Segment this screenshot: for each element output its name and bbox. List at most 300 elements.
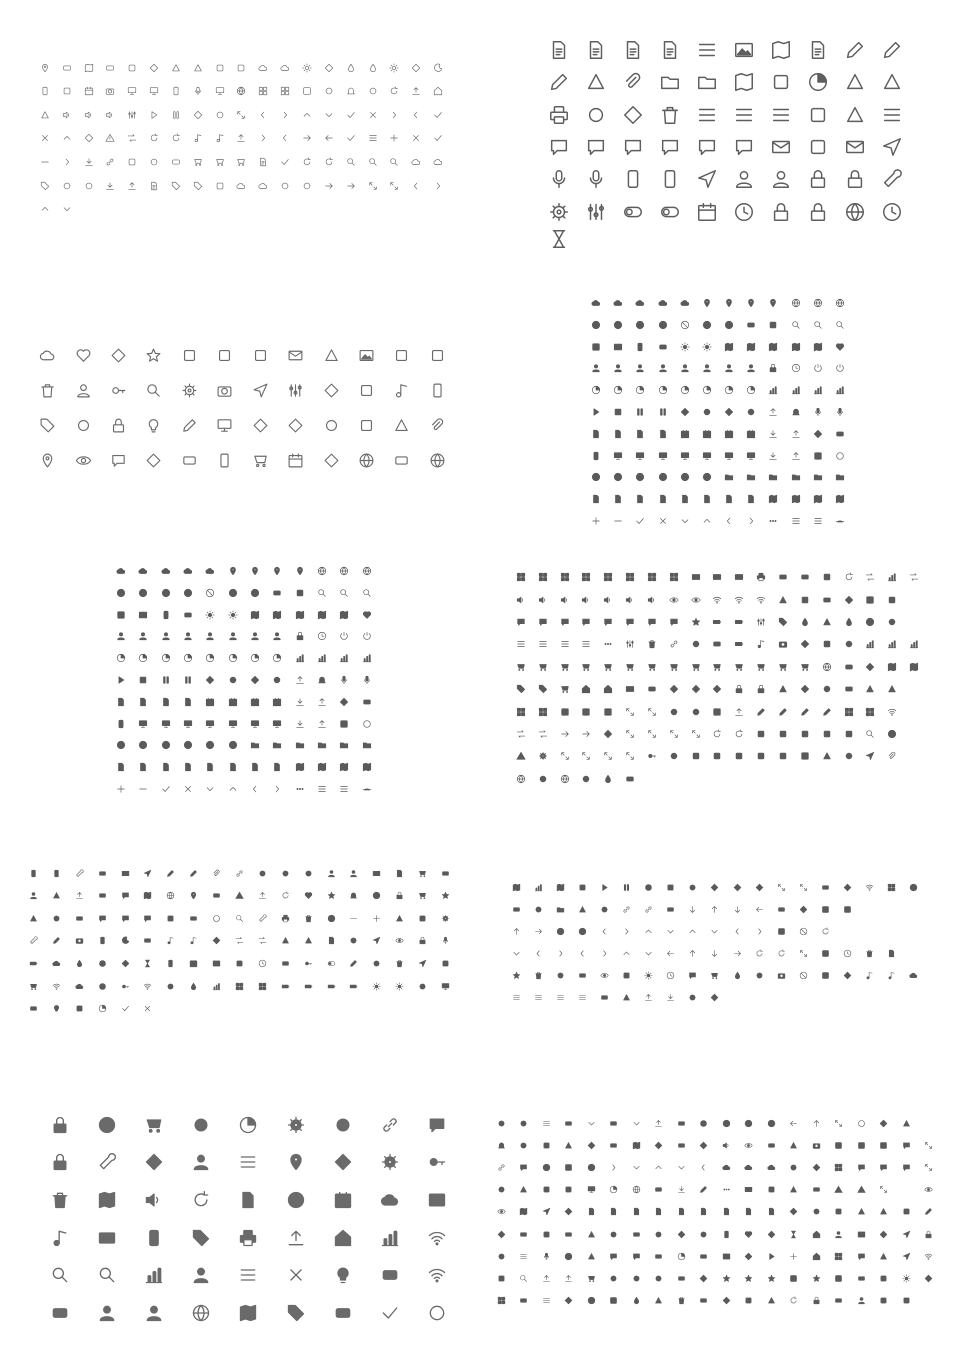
moon-icon [427, 56, 449, 80]
document-icon [585, 488, 607, 510]
user-card-icon [266, 625, 288, 647]
eject-icon [648, 1112, 671, 1134]
documents-icon [614, 34, 651, 66]
calendar-icon [244, 691, 266, 713]
mic-icon [434, 930, 457, 953]
mute-icon [576, 588, 598, 610]
megaphone-icon [420, 373, 455, 408]
upload-circle-icon [571, 920, 593, 942]
mail-icon [728, 566, 750, 588]
grid-icon [510, 700, 532, 722]
windows-icon [838, 588, 860, 610]
card-icon [228, 952, 251, 975]
document-icon [244, 756, 266, 778]
twitch-icon [715, 1290, 738, 1312]
check-square-icon [558, 1156, 581, 1178]
pie-icon [651, 379, 673, 401]
cut-icon [513, 1179, 536, 1201]
battery-icon [297, 975, 320, 998]
link-icon [638, 898, 660, 920]
expand-icon [770, 876, 792, 898]
copy-icon [651, 336, 673, 358]
space-icon [693, 1268, 716, 1290]
plus-icon [585, 510, 607, 532]
play-circle-icon [585, 467, 607, 489]
map-pin-icon [34, 56, 56, 80]
empty-icon [707, 768, 729, 790]
keyboard-icon [641, 745, 663, 767]
document-icon [881, 942, 903, 964]
keyboard-icon [114, 975, 137, 998]
chevron-up-icon [682, 920, 704, 942]
sort-desc-icon [799, 99, 836, 131]
plus-square-icon [554, 700, 576, 722]
star-icon [434, 885, 457, 908]
table-icon [490, 1290, 513, 1312]
forward-icon [297, 862, 320, 885]
sun-icon [696, 336, 718, 358]
cloud-up-icon [629, 292, 651, 314]
pinterest-icon [738, 1245, 761, 1267]
umbrella-icon [738, 1290, 761, 1312]
magnet-icon [365, 952, 388, 975]
bag-icon [641, 656, 663, 678]
map-pin-icon [244, 560, 266, 582]
pie-icon [155, 647, 177, 669]
target-icon [784, 292, 806, 314]
strikethrough-icon [850, 1268, 873, 1290]
refresh-icon [274, 885, 297, 908]
more-icon [289, 778, 311, 800]
search-icon [340, 150, 362, 174]
toggle-icon [651, 196, 688, 228]
truck-icon [384, 443, 419, 478]
user-icon [718, 357, 740, 379]
bulb-icon [136, 408, 171, 443]
chevron-down-icon [625, 1156, 648, 1178]
bottle-icon [231, 56, 253, 80]
eye-icon [593, 964, 615, 986]
columns-icon [828, 1156, 851, 1178]
star-icon [136, 338, 171, 373]
sign-in-icon [792, 898, 814, 920]
inbox-icon [685, 678, 707, 700]
sale-icon [56, 174, 78, 198]
drop-icon [362, 56, 384, 80]
home-icon [805, 1245, 828, 1267]
expand-icon [231, 103, 253, 127]
empty-icon [859, 768, 881, 790]
minus-circle-icon [132, 582, 154, 604]
folder-icon [784, 467, 806, 489]
calculator-icon [34, 103, 56, 127]
chevron-right-icon [549, 942, 571, 964]
bell-icon [311, 669, 333, 691]
minus-circle-icon [558, 1245, 581, 1267]
plane-icon [688, 163, 725, 195]
clock-icon [799, 196, 836, 228]
leaf-icon [648, 1245, 671, 1267]
file-icon [670, 1201, 693, 1223]
book-icon [136, 885, 159, 908]
document-icon [110, 756, 132, 778]
chat-icon [101, 443, 136, 478]
square-icon [814, 964, 836, 986]
person-icon [83, 1294, 130, 1332]
menu-icon [784, 510, 806, 532]
chevron-left-icon [726, 920, 748, 942]
align-left-icon [535, 1112, 558, 1134]
arrow-left-icon [660, 942, 682, 964]
note-icon [159, 930, 182, 953]
pie-icon [603, 1179, 626, 1201]
edit-icon [816, 700, 838, 722]
notepad-icon [177, 691, 199, 713]
arrow-left-icon [318, 127, 340, 151]
sun-icon [388, 975, 411, 998]
crop-icon [663, 700, 685, 722]
paperclip-icon [614, 66, 651, 98]
apple-icon [794, 588, 816, 610]
chart-line-icon [205, 975, 228, 998]
chevron-up-icon [696, 510, 718, 532]
youtube-icon [816, 678, 838, 700]
map-icon [225, 1294, 272, 1332]
inbox-icon [873, 1223, 896, 1245]
image-icon [607, 336, 629, 358]
person-icon [178, 1144, 225, 1182]
check-circle-icon [859, 611, 881, 633]
bank-icon [895, 1112, 918, 1134]
file-icon [625, 1201, 648, 1223]
empty-icon [663, 768, 685, 790]
empty-icon [726, 986, 748, 1008]
chevron-left-icon [252, 103, 274, 127]
map-icon [762, 336, 784, 358]
archive-icon [165, 150, 187, 174]
cubes-icon [535, 1179, 558, 1201]
paperclip-icon [420, 408, 455, 443]
chat-icon [414, 1106, 461, 1144]
beer-icon [580, 1134, 603, 1156]
pencil-icon [772, 700, 794, 722]
notebook-icon [83, 1181, 130, 1219]
check-icon [427, 127, 449, 151]
copyright-icon [490, 1179, 513, 1201]
printer-icon [540, 99, 577, 131]
notepad-icon [651, 423, 673, 445]
chevron-down-icon [638, 942, 660, 964]
mail-open-icon [707, 566, 729, 588]
expand-icon [641, 723, 663, 745]
film-icon [130, 1144, 177, 1182]
upload-icon [405, 80, 427, 104]
presentation-icon [762, 66, 799, 98]
birthday-icon [535, 1134, 558, 1156]
train-icon [648, 1290, 671, 1312]
sliders-icon [619, 633, 641, 655]
cloud-icon [231, 174, 253, 198]
cup-icon [172, 443, 207, 478]
chat-icon [597, 611, 619, 633]
brush-icon [343, 952, 366, 975]
mic-icon [535, 1245, 558, 1267]
share-icon [68, 885, 91, 908]
chart-bar-icon [356, 647, 378, 669]
eye-off-icon [490, 1201, 513, 1223]
battery-icon [343, 975, 366, 998]
chat-icon [625, 1245, 648, 1267]
chevron-left-icon [244, 778, 266, 800]
return-icon [297, 930, 320, 953]
save-icon [682, 986, 704, 1008]
badge-icon [143, 56, 165, 80]
map-pin-icon [30, 443, 65, 478]
compass-icon [836, 196, 873, 228]
notepad-icon [629, 423, 651, 445]
share-icon [251, 885, 274, 908]
empty-icon [903, 611, 925, 633]
pie-icon [718, 379, 740, 401]
cart-icon [510, 656, 532, 678]
pencil-icon [159, 862, 182, 885]
chevron-right-icon [56, 150, 78, 174]
pie-icon [222, 647, 244, 669]
warning-icon [228, 885, 251, 908]
paperclip-icon [205, 862, 228, 885]
notepad-icon [585, 423, 607, 445]
thumbs-up-icon [22, 907, 45, 930]
glass-icon [625, 1223, 648, 1245]
monitor-icon [651, 445, 673, 467]
note-icon [209, 127, 231, 151]
pause-circle-icon [155, 735, 177, 757]
shop-icon [619, 656, 641, 678]
icon-sheet-outline-large [540, 34, 910, 250]
fast-forward-icon [266, 669, 288, 691]
notes-icon [319, 1294, 366, 1332]
empty-icon [748, 986, 770, 1008]
chats-icon [895, 1156, 918, 1178]
expand-icon [828, 1112, 851, 1134]
empty-icon [794, 768, 816, 790]
truck-icon [558, 1112, 581, 1134]
sign-out-icon [829, 423, 851, 445]
expand-icon [792, 942, 814, 964]
note-icon [36, 1219, 83, 1257]
eject-icon [289, 669, 311, 691]
select-icon [707, 745, 729, 767]
ticket-icon [313, 373, 348, 408]
chat-icon [603, 1245, 626, 1267]
tablet-icon [585, 445, 607, 467]
pie-icon [607, 379, 629, 401]
times-square-icon [603, 1290, 626, 1312]
sliders-icon [577, 196, 614, 228]
record-icon [91, 952, 114, 975]
cart-icon [554, 656, 576, 678]
cocktail-icon [535, 1223, 558, 1245]
shuffle-icon [859, 566, 881, 588]
vk-icon [895, 1290, 918, 1312]
target-icon [231, 80, 253, 104]
square-icon [814, 942, 836, 964]
database-icon [349, 373, 384, 408]
upload-icon [311, 691, 333, 713]
vimeo-icon [794, 678, 816, 700]
square-icon [296, 80, 318, 104]
arrow-up-icon [682, 942, 704, 964]
trash-icon [297, 907, 320, 930]
map-pin-icon [289, 560, 311, 582]
pie-icon [110, 647, 132, 669]
menu-icon [571, 986, 593, 1008]
pie-icon [177, 647, 199, 669]
headphones-icon [715, 1223, 738, 1245]
key-icon [297, 952, 320, 975]
calculator-icon [836, 66, 873, 98]
thumbs-down-icon [45, 907, 68, 930]
dollar-icon [648, 1179, 671, 1201]
edit-icon [836, 34, 873, 66]
wrench-icon [873, 163, 910, 195]
wifi-icon [136, 975, 159, 998]
infinity-icon [22, 997, 45, 1020]
hourglass-icon [540, 228, 577, 250]
empty-icon [641, 768, 663, 790]
repeat-icon [770, 942, 792, 964]
arrow-down-icon [704, 942, 726, 964]
close-square-icon [770, 920, 792, 942]
folder-icon [688, 66, 725, 98]
asterisk-icon [760, 1179, 783, 1201]
icon-sheet-filled-arrows [505, 876, 925, 1008]
cocktail-icon [209, 56, 231, 80]
stop-circle-icon [607, 467, 629, 489]
refresh-icon [296, 150, 318, 174]
signal-icon [36, 1294, 83, 1332]
chevron-left-icon [405, 103, 427, 127]
empty-icon [903, 986, 925, 1008]
document-icon [199, 756, 221, 778]
undo-icon [783, 1290, 806, 1312]
chevron-up-icon [616, 942, 638, 964]
clipboard-icon [252, 150, 274, 174]
clipboard-icon [799, 34, 836, 66]
close-icon [34, 127, 56, 151]
cart-icon [411, 862, 434, 885]
drop-icon [340, 56, 362, 80]
phone-icon [159, 952, 182, 975]
document-icon [225, 1181, 272, 1219]
image-icon [725, 34, 762, 66]
chevron-down-icon [704, 920, 726, 942]
notepad-icon [651, 34, 688, 66]
monitor-icon [199, 713, 221, 735]
book-icon [807, 488, 829, 510]
mic-icon [333, 669, 355, 691]
arrows-h-icon [576, 723, 598, 745]
check-icon [114, 997, 137, 1020]
download-circle-icon [696, 314, 718, 336]
adjust-icon [490, 1112, 513, 1134]
expand-icon [362, 174, 384, 198]
refresh-icon [178, 1181, 225, 1219]
cloud-icon [715, 1156, 738, 1178]
loop-icon [748, 942, 770, 964]
bag-icon [22, 975, 45, 998]
book-icon [549, 876, 571, 898]
map-icon [78, 56, 100, 80]
rewind-icon [718, 401, 740, 423]
sort-alpha-icon [670, 1268, 693, 1290]
wifi-icon [750, 588, 772, 610]
map-icon [718, 336, 740, 358]
columns-icon [859, 700, 881, 722]
pause-icon [651, 401, 673, 423]
basket-icon [794, 656, 816, 678]
stop-icon [660, 876, 682, 898]
align-left-icon [510, 633, 532, 655]
cart-icon [130, 1106, 177, 1144]
arrows-v-icon [318, 174, 340, 198]
sun-icon [199, 604, 221, 626]
sort-icon [625, 1268, 648, 1290]
ticket-icon [101, 338, 136, 373]
skip-circle-icon [696, 467, 718, 489]
sign-in-icon [807, 423, 829, 445]
double-chevron-icon [603, 1112, 626, 1134]
upload-icon [121, 174, 143, 198]
exclamation-icon [828, 1179, 851, 1201]
map-icon [784, 336, 806, 358]
gauge-icon [251, 952, 274, 975]
chevron-right-icon [748, 920, 770, 942]
camera-icon [100, 80, 122, 104]
minus-circle-icon [365, 885, 388, 908]
power-icon [807, 357, 829, 379]
window-icon [576, 566, 598, 588]
at-icon [838, 656, 860, 678]
download-icon [289, 691, 311, 713]
down-square-icon [850, 1134, 873, 1156]
wifi-icon [707, 588, 729, 610]
arrow-right-icon [726, 942, 748, 964]
check-icon [367, 1294, 414, 1332]
bug-icon [670, 1112, 693, 1134]
stumble-icon [873, 1268, 896, 1290]
square-icon [110, 604, 132, 626]
rss-icon [859, 876, 881, 898]
cd-icon [349, 443, 384, 478]
folder-icon [244, 735, 266, 757]
chart-line-icon [333, 647, 355, 669]
folder-icon [807, 467, 829, 489]
expand-icon [619, 700, 641, 722]
flag-icon [121, 150, 143, 174]
compass-icon [333, 560, 355, 582]
select-icon [772, 745, 794, 767]
user-icon [607, 357, 629, 379]
cloud-icon [30, 338, 65, 373]
subscript-icon [918, 1268, 941, 1290]
pause-icon [155, 669, 177, 691]
shrink-icon [383, 174, 405, 198]
ban-icon [792, 920, 814, 942]
edit-icon [693, 1179, 716, 1201]
gift-icon [78, 174, 100, 198]
chevron-down-icon [660, 920, 682, 942]
